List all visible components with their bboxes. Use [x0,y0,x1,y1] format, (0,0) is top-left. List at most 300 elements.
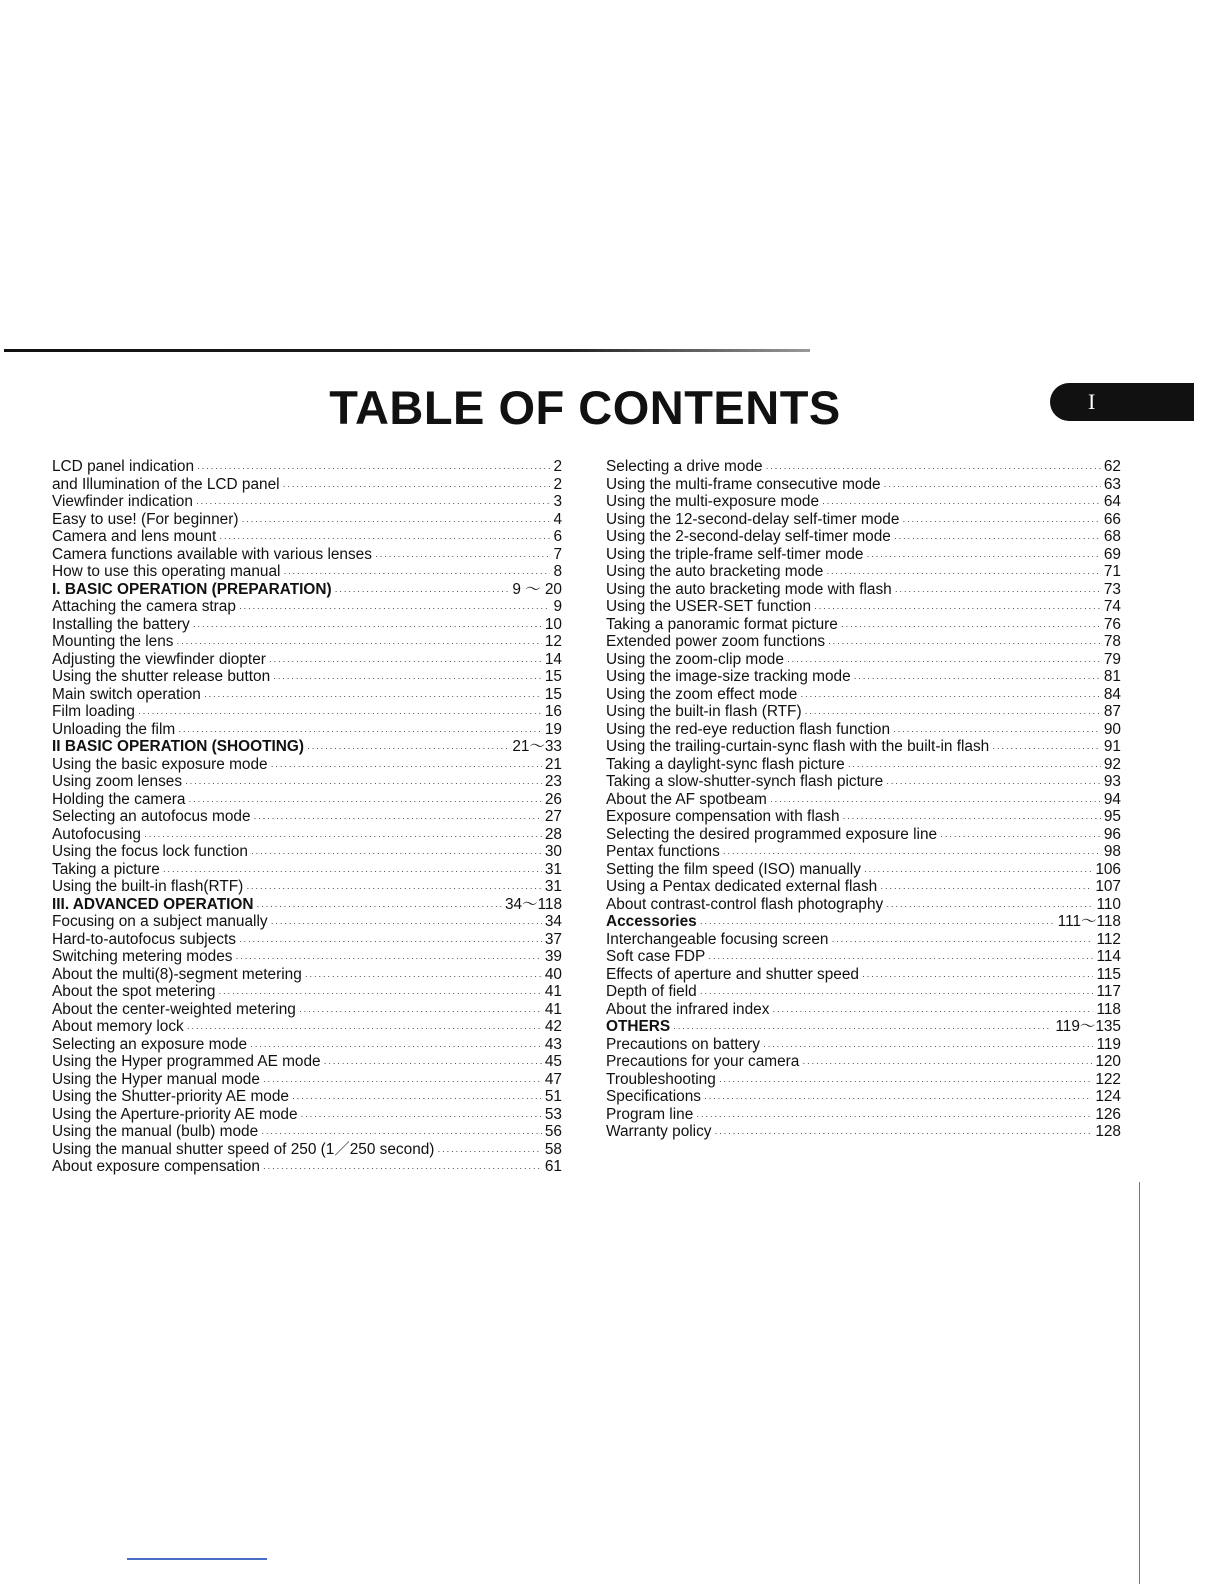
toc-entry-label: II BASIC OPERATION (SHOOTING) [52,738,304,755]
toc-entry-page: 26 [544,790,562,808]
toc-entry-label: About the AF spotbeam [606,790,767,808]
dot-leader [848,758,1101,776]
toc-entry-page: 110 [1096,895,1121,913]
toc-entry-page: 71 [1103,563,1121,580]
toc-entry-label: Accessories [606,913,697,930]
toc-entry-label: Easy to use! (For beginner) [52,510,239,528]
dot-leader [902,513,1100,531]
toc-entry-label: Using the 12-second-delay self-timer mode [606,510,900,528]
toc-entry-page: 107 [1095,878,1121,895]
toc-entry-page: 119 [1096,1035,1121,1053]
toc-entry[interactable] [606,476,1121,494]
toc-entry-label: Holding the camera [52,790,186,808]
section-tab-label: I [1088,389,1096,414]
toc-entry[interactable] [52,773,562,791]
toc-entry-page: 30 [544,843,562,860]
toc-entry-page: 69 [1103,545,1121,563]
toc-entry-label: About the multi(8)-segment metering [52,965,302,983]
dot-leader [800,688,1101,706]
toc-entry-page: 10 [544,615,562,633]
toc-entry[interactable] [52,878,562,896]
toc-entry-page: 119～135 [1055,1018,1121,1035]
dot-leader [271,758,542,776]
toc-entry[interactable] [52,1088,562,1106]
toc-entry-page: 91 [1103,738,1121,755]
toc-entry[interactable] [52,861,562,879]
dot-leader [854,670,1101,688]
top-rule [4,349,810,352]
toc-entry-label: Troubleshooting [606,1070,716,1088]
toc-entry-label: About contrast-control flash photography [606,895,884,913]
toc-entry-page: 19 [544,720,562,738]
dot-leader [992,740,1101,758]
toc-entry-label: Taking a panoramic format picture [606,615,838,633]
toc-entry-label: I. BASIC OPERATION (PREPARATION) [52,580,332,598]
toc-entry-label: Using the zoom effect mode [606,685,798,703]
toc-entry-page: 87 [1103,703,1121,720]
dot-leader [375,548,550,566]
toc-entry[interactable] [606,1001,1121,1019]
toc-entry[interactable] [52,791,562,809]
toc-entry[interactable] [606,546,1121,564]
toc-entry-page: 120 [1095,1053,1121,1070]
dot-leader [246,880,542,898]
toc-entry-page: 78 [1103,633,1121,650]
toc-entry-page: 34 [544,913,562,930]
toc-entry-page: 98 [1103,843,1121,860]
toc-entry-page: 45 [544,1053,562,1070]
toc-entry-label: Selecting an exposure mode [52,1035,248,1053]
toc-entry-page: 90 [1103,720,1121,738]
toc-entry[interactable] [52,458,562,476]
toc-entry[interactable] [606,878,1121,896]
toc-section-heading[interactable] [52,738,562,756]
dot-leader [884,478,1101,496]
toc-entry-label: Installing the battery [52,615,190,633]
toc-entry-label: Adjusting the viewfinder diopter [52,650,266,668]
toc-entry-label: Autofocusing [52,825,141,843]
toc-entry[interactable] [606,861,1121,879]
toc-entry[interactable] [606,651,1121,669]
toc-entry-label: Using the focus lock function [52,843,248,860]
toc-entry-label: Selecting a drive mode [606,458,763,475]
toc-entry-label: Using the trailing-curtain-sync flash with the built-in flash [606,738,990,755]
toc-entry[interactable] [52,633,562,651]
toc-entry[interactable] [52,721,562,739]
toc-entry-label: Taking a picture [52,860,160,878]
toc-entry-page: 117 [1096,983,1121,1000]
toc-entry-page: 3 [553,493,562,510]
toc-entry-page: 58 [544,1140,562,1158]
toc-entry-page: 8 [553,563,562,580]
margin-line [1139,1182,1140,1584]
dot-leader [292,1090,542,1108]
toc-entry-label: Using the auto bracketing mode [606,563,824,580]
toc-entry-page: 7 [553,545,562,563]
toc-entry-page: 42 [544,1018,562,1035]
toc-entry-label: Main switch operation [52,685,201,703]
toc-entry[interactable] [606,1088,1121,1106]
toc-entry-label: Using the built-in flash(RTF) [52,878,244,895]
toc-entry[interactable] [52,1141,562,1159]
dot-leader [185,775,542,793]
toc-entry-label: Using a Pentax dedicated external flash [606,878,878,895]
toc-entry-label: About the center-weighted metering [52,1000,296,1018]
toc-entry[interactable] [52,983,562,1001]
toc-entry-label: Extended power zoom functions [606,633,826,650]
toc-entry-page: 31 [544,860,562,878]
dot-leader [305,968,542,986]
toc-entry-page: 112 [1096,930,1121,948]
toc-entry[interactable] [606,1053,1121,1071]
toc-section-heading[interactable] [52,896,562,914]
toc-entry-label: Using the auto bracketing mode with flash [606,580,892,598]
toc-entry-page: 21～33 [512,738,562,755]
toc-entry-page: 27 [544,808,562,825]
toc-entry-label: Using the built-in flash (RTF) [606,703,802,720]
toc-entry-page: 106 [1095,860,1121,878]
dot-leader [263,1160,542,1178]
toc-entry[interactable] [52,598,562,616]
toc-entry-page: 128 [1095,1123,1121,1140]
toc-entry-page: 41 [544,983,562,1000]
toc-entry[interactable] [606,843,1121,861]
toc-entry-label: Setting the film speed (ISO) manually [606,860,861,878]
toc-entry[interactable] [52,546,562,564]
toc-entry[interactable] [606,826,1121,844]
dot-leader [894,530,1101,548]
dot-leader [880,880,1092,898]
toc-entry-label: Specifications [606,1088,701,1105]
toc-entry-label: Viewfinder indication [52,493,193,510]
toc-entry-label: Unloading the film [52,720,176,738]
toc-entry[interactable] [52,966,562,984]
toc-entry-page: 118 [1096,1000,1121,1018]
dot-leader [866,548,1100,566]
toc-entry-page: 124 [1095,1088,1121,1105]
toc-entry-page: 122 [1095,1070,1121,1088]
toc-entry[interactable] [606,983,1121,1001]
toc-entry-page: 95 [1103,808,1121,825]
toc-entry[interactable] [606,563,1121,581]
toc-entry-label: Taking a slow-shutter-synch flash picture [606,773,884,790]
toc-entry[interactable] [606,633,1121,651]
toc-entry-label: Pentax functions [606,843,720,860]
dot-leader [864,863,1092,881]
toc-entry[interactable] [606,668,1121,686]
toc-entry[interactable] [52,1053,562,1071]
toc-entry-page: 63 [1103,475,1121,493]
toc-entry-page: 74 [1103,598,1121,615]
toc-entry[interactable] [606,756,1121,774]
toc-entry-label: Warranty policy [606,1123,712,1140]
toc-entry[interactable] [52,1036,562,1054]
toc-section-heading[interactable] [606,913,1121,931]
dot-leader [886,775,1101,793]
toc-entry-label: About the infrared index [606,1000,770,1018]
toc-entry[interactable] [52,1071,562,1089]
toc-entry-page: 47 [544,1070,562,1088]
toc-entry-label: and Illumination of the LCD panel [52,475,280,493]
dot-leader [814,600,1101,618]
toc-entry[interactable] [52,756,562,774]
toc-left-column [52,458,562,1176]
dot-leader [324,1055,542,1073]
dot-leader [257,898,502,916]
dot-leader [862,968,1093,986]
dot-leader [251,845,542,863]
toc-entry[interactable] [52,826,562,844]
dot-leader [239,600,551,618]
toc-entry-page: 28 [544,825,562,843]
toc-entry-label: Camera functions available with various lenses [52,545,372,563]
dot-leader [193,618,542,636]
toc-entry-label: Camera and lens mount [52,528,217,545]
toc-entry[interactable] [606,966,1121,984]
toc-entry-label: Using the image-size tracking mode [606,668,851,685]
toc-entry[interactable] [606,598,1121,616]
dot-leader [940,828,1101,846]
toc-entry[interactable] [52,1123,562,1141]
toc-entry-label: Precautions for your camera [606,1053,800,1070]
toc-entry-page: 12 [544,633,562,650]
toc-entry-label: About the spot metering [52,983,216,1000]
toc-entry-label: About memory lock [52,1018,184,1035]
dot-leader [239,933,542,951]
toc-entry[interactable] [606,493,1121,511]
toc-entry-page: 40 [544,965,562,983]
toc-entry-label: Using the multi-frame consecutive mode [606,475,881,493]
dot-leader [299,1003,542,1021]
toc-entry[interactable] [606,616,1121,634]
toc-entry-label: Using the manual shutter speed of 250 (1／250 second) [52,1140,435,1158]
toc-entry-page: 43 [544,1035,562,1053]
toc-entry-page: 37 [544,930,562,948]
toc-entry[interactable] [52,476,562,494]
toc-entry-label: Using the manual (bulb) mode [52,1123,259,1140]
dot-leader [895,583,1101,601]
toc-entry-label: Selecting an autofocus mode [52,808,251,825]
toc-entry-page: 114 [1096,948,1121,965]
toc-entry-label: Using zoom lenses [52,773,183,790]
toc-entry-page: 84 [1103,685,1121,703]
toc-entry[interactable] [52,493,562,511]
toc-entry[interactable] [606,773,1121,791]
toc-entry-label: Using the basic exposure mode [52,755,268,773]
toc-entry[interactable] [606,1036,1121,1054]
toc-entry-label: Using the Shutter-priority AE mode [52,1088,289,1105]
dot-leader [254,810,542,828]
toc-entry-label: Taking a daylight-sync flash picture [606,755,845,773]
toc-entry-page: 31 [544,878,562,895]
toc-entry-page: 39 [544,948,562,965]
toc-entry-label: LCD panel indication [52,458,195,475]
toc-entry-label: Using the 2-second-delay self-timer mode [606,528,891,545]
toc-entry-label: Focusing on a subject manually [52,913,268,930]
toc-entry[interactable] [52,913,562,931]
toc-entry-label: Selecting the desired programmed exposure line [606,825,938,843]
page-title: TABLE OF CONTENTS [329,381,841,434]
dot-leader [704,1090,1092,1108]
toc-entry-page: 93 [1103,773,1121,790]
toc-entry-page: 92 [1103,755,1121,773]
toc-entry-label: OTHERS [606,1018,671,1035]
toc-entry[interactable] [606,791,1121,809]
toc-entry[interactable] [606,528,1121,546]
toc-right-column [606,458,1121,1141]
toc-entry[interactable] [606,1071,1121,1089]
dot-leader [241,513,550,531]
dot-leader [263,1073,542,1091]
toc-entry-page: 14 [544,650,562,668]
toc-entry[interactable] [606,721,1121,739]
dot-leader [301,1108,542,1126]
toc-entry-label: Precautions on battery [606,1035,760,1053]
toc-entry-page: 15 [544,668,562,685]
toc-entry[interactable] [52,511,562,529]
toc-entry-page: 68 [1103,528,1121,545]
toc-entry-page: 66 [1103,510,1121,528]
toc-entry-page: 73 [1103,580,1121,598]
toc-entry[interactable] [52,1018,562,1036]
toc-entry-page: 2 [553,458,562,475]
toc-entry-page: 94 [1103,790,1121,808]
toc-entry-label: Using the shutter release button [52,668,271,685]
toc-entry-page: 21 [544,755,562,773]
toc-section-heading[interactable] [52,581,562,599]
toc-entry-page: 2 [553,475,562,493]
toc-entry[interactable] [52,563,562,581]
toc-entry-label: Using the Hyper programmed AE mode [52,1053,321,1070]
toc-entry-page: 34～118 [504,895,562,913]
dot-leader [307,740,509,758]
toc-entry[interactable] [52,528,562,546]
toc-entry-page: 62 [1103,458,1121,475]
toc-entry[interactable] [606,896,1121,914]
toc-entry-label: III. ADVANCED OPERATION [52,895,254,913]
toc-entry-page: 96 [1103,825,1121,843]
dot-leader [719,1073,1093,1091]
toc-entry-page: 23 [544,773,562,790]
toc-entry-label: Using the multi-exposure mode [606,493,820,510]
toc-entry-label: Using the triple-frame self-timer mode [606,545,864,563]
toc-entry[interactable] [606,686,1121,704]
toc-entry[interactable] [52,808,562,826]
toc-section-heading[interactable] [606,1018,1121,1036]
toc-entry[interactable] [52,948,562,966]
toc-entry-page: 76 [1103,615,1121,633]
dot-leader [335,583,510,601]
dot-leader [271,915,542,933]
toc-entry-page: 115 [1096,965,1121,983]
toc-entry[interactable] [606,581,1121,599]
dot-leader [696,1108,1092,1126]
toc-entry-page: 126 [1095,1105,1121,1123]
toc-entry-page: 15 [544,685,562,703]
toc-entry[interactable] [606,808,1121,826]
toc-entry[interactable] [52,668,562,686]
toc-entry-label: Depth of field [606,983,697,1000]
dot-leader [269,653,542,671]
toc-entry[interactable] [606,1106,1121,1124]
toc-entry-page: 64 [1103,493,1121,510]
dot-leader [714,1125,1092,1143]
toc-entry[interactable] [606,948,1121,966]
toc-entry[interactable] [606,703,1121,721]
toc-entry[interactable] [52,931,562,949]
toc-entry-label: Using the Aperture-priority AE mode [52,1105,298,1123]
toc-entry-page: 61 [544,1158,562,1175]
dot-leader [772,1003,1093,1021]
toc-entry-label: Interchangeable focusing screen [606,930,829,948]
toc-entry-label: Effects of aperture and shutter speed [606,965,859,983]
dot-leader [831,933,1093,951]
toc-entry-page: 9 [553,598,562,615]
toc-entry-label: Using the USER-SET function [606,598,812,615]
toc-entry[interactable] [52,1001,562,1019]
dot-leader [283,478,551,496]
bottom-line [127,1558,267,1560]
toc-entry[interactable] [606,738,1121,756]
toc-entry-page: 9 ～ 20 [512,580,562,598]
toc-entry-page: 79 [1103,650,1121,668]
toc-entry[interactable] [52,616,562,634]
dot-leader [204,688,542,706]
dot-leader [841,618,1101,636]
toc-entry[interactable] [52,843,562,861]
toc-entry-label: Using the red-eye reduction flash function [606,720,891,738]
dot-leader [196,495,551,513]
toc-entry-label: Program line [606,1105,694,1123]
toc-entry-page: 51 [544,1088,562,1105]
dot-leader [763,1038,1093,1056]
toc-entry[interactable] [606,511,1121,529]
section-tab [1050,383,1194,421]
toc-entry[interactable] [52,651,562,669]
dot-leader [828,635,1101,653]
toc-entry[interactable] [606,1123,1121,1141]
toc-entry-page: 6 [553,528,562,545]
toc-entry[interactable] [606,931,1121,949]
toc-entry-label: About exposure compensation [52,1158,260,1175]
toc-entry-label: Using the Hyper manual mode [52,1070,260,1088]
toc-entry-label: Mounting the lens [52,633,174,650]
toc-entry[interactable] [52,1158,562,1176]
dot-leader [273,670,542,688]
toc-entry-page: 41 [544,1000,562,1018]
toc-entry-label: How to use this operating manual [52,563,281,580]
toc-entry-page: 56 [544,1123,562,1140]
toc-entry-label: Hard-to-autofocus subjects [52,930,236,948]
toc-entry-label: Soft case FDP [606,948,706,965]
toc-entry-label: Attaching the camera strap [52,598,236,615]
toc-entry-page: 53 [544,1105,562,1123]
toc-entry[interactable] [606,458,1121,476]
dot-leader [437,1143,541,1161]
toc-entry-page: 16 [544,703,562,720]
toc-entry-label: Exposure compensation with flash [606,808,840,825]
toc-entry[interactable] [52,686,562,704]
toc-entry-page: 81 [1103,668,1121,685]
toc-entry-page: 111～118 [1057,913,1121,930]
dot-leader [138,705,542,723]
toc-entry-label: Using the zoom-clip mode [606,650,784,668]
toc-entry-label: Switching metering modes [52,948,233,965]
dot-leader [802,1055,1092,1073]
toc-entry[interactable] [52,703,562,721]
toc-entry[interactable] [52,1106,562,1124]
toc-entry-page: 4 [553,510,562,528]
